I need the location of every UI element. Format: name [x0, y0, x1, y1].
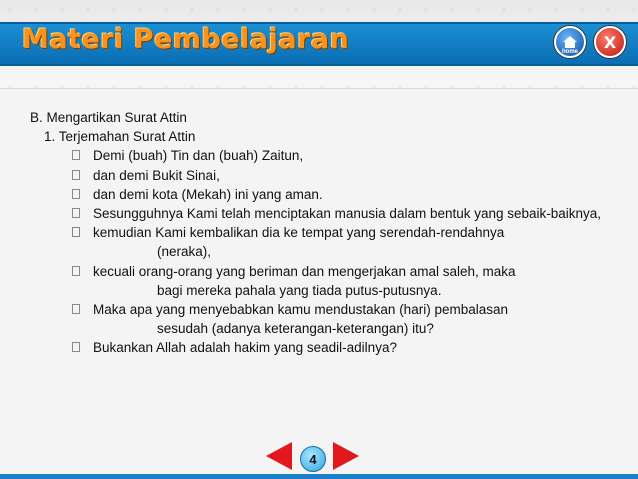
- verse-continuation: (neraka),: [157, 244, 212, 260]
- page-number-badge: 4: [300, 446, 326, 472]
- verse-text: Maka apa yang menyebabkan kamu mendustakan (hari) pembalasan: [93, 302, 508, 318]
- verse-text: dan demi Bukit Sinai,: [93, 167, 220, 183]
- bullet-icon: [72, 342, 80, 352]
- verse-item: [70, 300, 606, 338]
- verse-item: [70, 146, 606, 165]
- home-label: home: [561, 49, 578, 55]
- home-button[interactable]: [554, 26, 586, 58]
- verse-text: kemudian Kami kembalikan dia ke tempat yang serendah-rendahnya: [93, 225, 505, 241]
- verse-list: [30, 146, 606, 357]
- bullet-icon: [72, 189, 80, 199]
- verse-item: [70, 223, 606, 261]
- bullet-icon: [72, 150, 80, 160]
- sub-heading: 1. Terjemahan Surat Attin: [44, 129, 196, 145]
- verse-continuation: bagi mereka pahala yang tiada putus-putusnya.: [157, 282, 442, 298]
- bullet-icon: [72, 266, 80, 276]
- section-heading: B. Mengartikan Surat Attin: [30, 110, 187, 125]
- verse-item: [70, 204, 606, 223]
- next-page-arrow-icon[interactable]: [333, 442, 359, 470]
- home-icon: [562, 35, 578, 49]
- bullet-icon: [72, 170, 80, 180]
- verse-text: Bukankan Allah adalah hakim yang seadil-adilnya?: [93, 340, 397, 356]
- page-title: Materi Pembelajaran: [22, 24, 350, 55]
- bullet-icon: [72, 304, 80, 314]
- verse-item: [70, 166, 606, 185]
- verse-item: [70, 338, 606, 357]
- verse-item: [70, 185, 606, 204]
- verse-continuation: sesudah (adanya keterangan-keterangan) itu?: [157, 321, 434, 337]
- verse-text: kecuali orang-orang yang beriman dan mengerjakan amal saleh, maka: [93, 263, 516, 279]
- prev-page-arrow-icon[interactable]: [266, 442, 292, 470]
- footer-bar: [0, 474, 638, 479]
- verse-text: dan demi kota (Mekah) ini yang aman.: [93, 186, 323, 202]
- bullet-icon: [72, 227, 80, 237]
- header: [0, 0, 638, 89]
- verse-text: Sesungguhnya Kami telah menciptakan manusia dalam bentuk yang sebaik-baiknya,: [93, 206, 602, 222]
- verse-text: Demi (buah) Tin dan (buah) Zaitun,: [93, 148, 304, 164]
- close-icon: X: [603, 32, 617, 52]
- content-area: [30, 108, 606, 358]
- verse-item: [70, 262, 606, 300]
- close-button[interactable]: [594, 26, 626, 58]
- bullet-icon: [72, 208, 80, 218]
